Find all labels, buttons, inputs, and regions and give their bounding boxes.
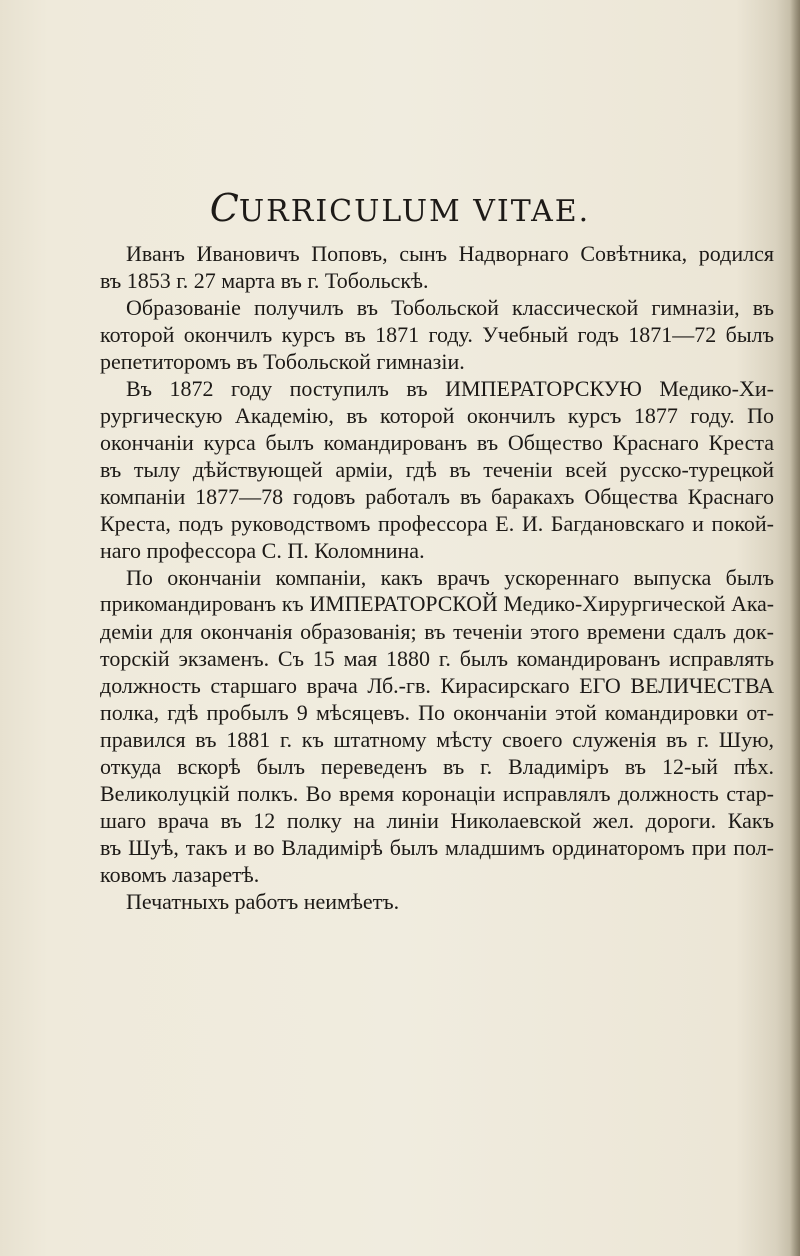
text-line: ковомъ лазаретѣ. — [100, 862, 260, 887]
title-initial: C — [209, 186, 239, 230]
text-line: прикомандированъ къ ИМПЕРАТОРСКОЙ Медико-Хирургической Ака- — [100, 592, 774, 616]
text-line: Образованіе получилъ въ Тобольской классической гимназіи, въ — [126, 295, 774, 320]
text-line: въ 1853 г. 27 марта въ г. Тобольскѣ. — [100, 268, 429, 293]
text-line: окончаніи курса былъ командированъ въ Общество Краснаго Креста — [100, 430, 774, 455]
text-line: правился въ 1881 г. къ штатному мѣсту своего служенія въ г. Шую, — [100, 727, 774, 752]
text-line: Великолуцкій полкъ. Во время коронаціи исправлялъ должность стар- — [100, 781, 774, 806]
page-title — [0, 186, 800, 230]
text-line: репетиторомъ въ Тобольской гимназіи. — [100, 349, 465, 374]
text-line: Печатныхъ работъ неимѣетъ. — [126, 889, 400, 914]
text-line: откуда вскорѣ былъ переведенъ въ г. Владиміръ въ 12-ый пѣх. — [100, 754, 774, 779]
text-line: Иванъ Ивановичъ Поповъ, сынъ Надворнаго Совѣтника, родился — [126, 241, 774, 266]
text-line: компаніи 1877—78 годовъ работалъ въ баракахъ Общества Краснаго — [100, 484, 774, 509]
text-line: должность старшаго врача Лб.-гв. Кирасирскаго ЕГО ВЕЛИЧЕСТВА — [100, 673, 774, 698]
text-line: полка, гдѣ пробылъ 9 мѣсяцевъ. По окончаніи этой командировки от- — [100, 700, 774, 725]
title-rest: URRICULUM VITAE. — [238, 194, 591, 229]
text-line: деміи для окончанія образованія; въ теченіи этого времени сдалъ док- — [100, 619, 774, 644]
text-line: рургическую Академію, въ которой окончилъ курсъ 1877 году. По — [100, 403, 774, 428]
text-line: которой окончилъ курсъ въ 1871 году. Учебный годъ 1871—72 былъ — [100, 322, 774, 347]
text-line: Въ 1872 году поступилъ въ ИМПЕРАТОРСКУЮ Медико-Хи- — [126, 376, 774, 401]
text-line: По окончаніи компаніи, какъ врачъ ускореннаго выпуска былъ — [126, 565, 774, 590]
body-text — [100, 240, 774, 915]
text-line: въ тылу дѣйствующей арміи, гдѣ въ теченіи всей русско-турецкой — [100, 457, 774, 482]
text-line: торскій экзаменъ. Съ 15 мая 1880 г. былъ командированъ исправлять — [100, 646, 774, 671]
text-line: Креста, подъ руководствомъ профессора Е. И. Багдановскаго и покой- — [100, 511, 774, 536]
text-line: въ Шуѣ, такъ и во Владимірѣ былъ младшимъ ординаторомъ при пол- — [100, 835, 774, 860]
text-line: шаго врача въ 12 полку на линіи Николаевской жел. дороги. Какъ — [100, 808, 774, 833]
text-line: наго профессора С. П. Коломнина. — [100, 538, 425, 563]
